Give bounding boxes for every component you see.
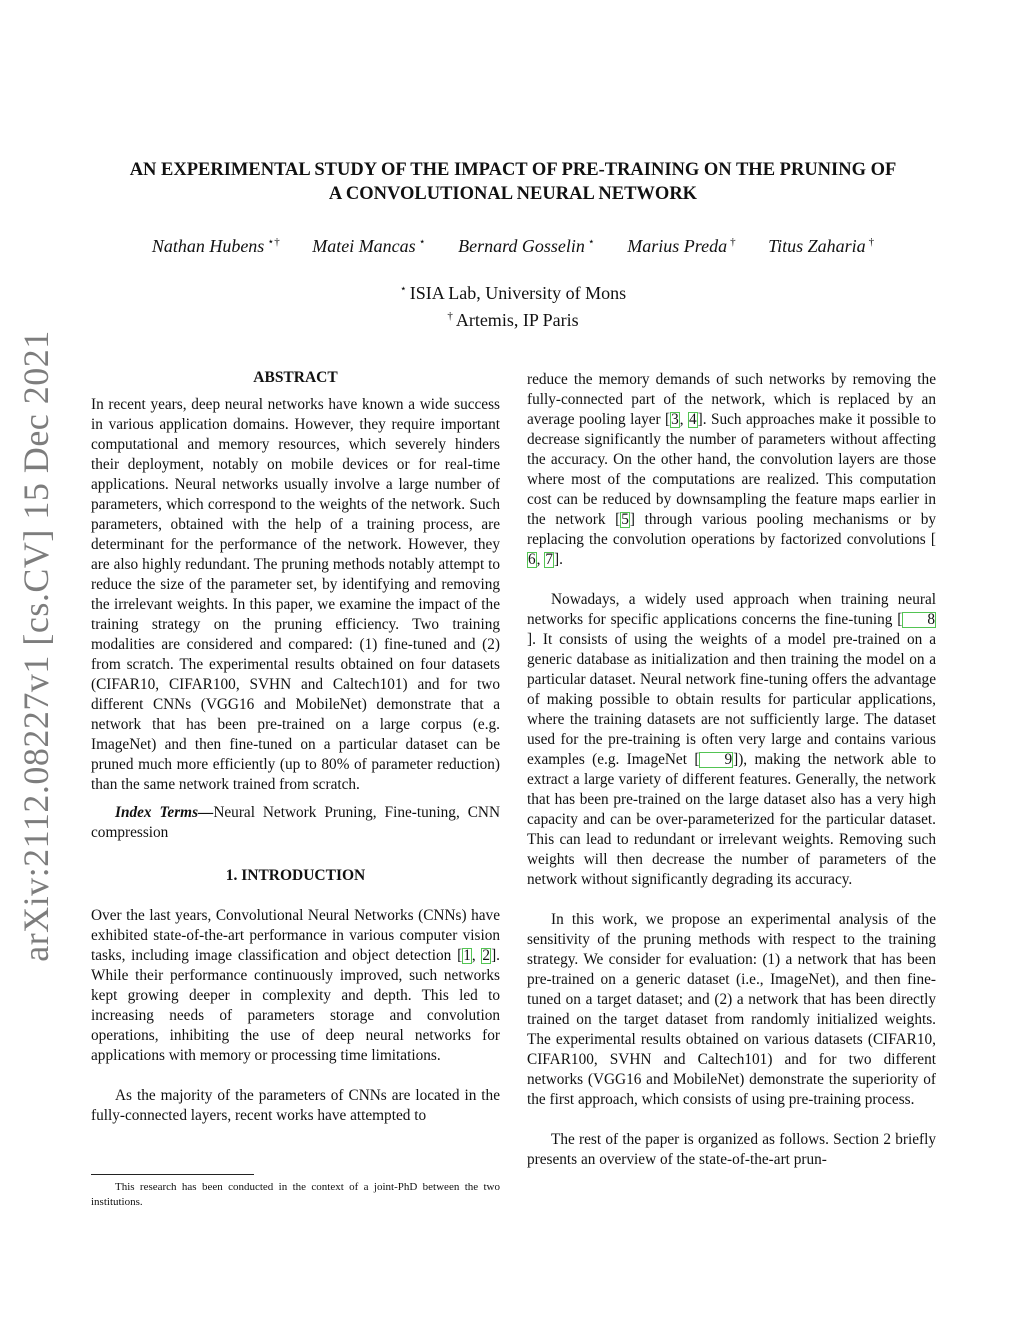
author-name: Matei Mancas xyxy=(312,236,416,256)
paper-title xyxy=(90,158,936,206)
citation-link-7[interactable]: 7 xyxy=(545,551,553,568)
citation-group xyxy=(462,947,491,964)
footnote: This research has been conducted in the context of a joint-PhD between the two institutions. xyxy=(91,1181,500,1208)
author-name: Marius Preda xyxy=(627,236,728,256)
affiliation-mark: ⋆ xyxy=(399,283,407,295)
author-name: Titus Zaharia xyxy=(768,236,866,256)
paper-title-line-2: A CONVOLUTIONAL NEURAL NETWORK xyxy=(328,184,698,204)
intro-paragraph-6: The rest of the paper is organized as follows. Section 2 briefly presents an overview of the state-of-the-art prun- xyxy=(527,1131,936,1168)
left-column xyxy=(91,368,500,1126)
intro-paragraph-5: In this work, we propose an experimental analysis of the sensitivity of the pruning methods with respect to the training strategy. We consider for evaluation: (1) a network that has been pre-trained on a generic dataset (i.e., ImageNet), and then fine-tuned on a target dataset; and (2) a network that has been directly trained on the target dataset from randomly initialized weights. The experimental results obtained on various datasets (CIFAR10, CIFAR100, SVHN and Caltech101) and for two different networks (VGG16 and MobileNet) demonstrate the superiority of the first approach, which consists of using pre-training process. xyxy=(527,911,936,1108)
paragraph-text: ]. xyxy=(553,551,563,568)
author-affiliation-mark: ⋆ xyxy=(587,236,595,248)
author-affiliation-mark: † xyxy=(730,236,736,248)
author-1 xyxy=(152,230,280,258)
citation-link-5[interactable]: 5 xyxy=(621,511,629,528)
affiliation-text: ISIA Lab, University of Mons xyxy=(409,283,627,303)
affiliation-text: Artemis, IP Paris xyxy=(455,310,579,330)
citation-separator: , xyxy=(471,947,482,964)
author-name: Bernard Gosselin xyxy=(458,236,585,256)
paragraph-text: Nowadays, a widely used approach when training neural networks for specific applications concerns the fine-tuning [ xyxy=(527,591,936,628)
author-list xyxy=(90,230,936,258)
affiliation-2 xyxy=(90,305,936,332)
paragraph-text: reduce the memory demands of such networks by removing the fully-connected part of the network, which is replaced by an average pooling layer [ xyxy=(527,371,936,428)
right-column xyxy=(527,370,936,1170)
index-terms-text: Neural Network Pruning, Fine-tuning, CNN compression xyxy=(91,804,501,841)
citation-group xyxy=(527,551,554,568)
arxiv-identifier-text: arXiv:2112.08227v1 [cs.CV] 15 Dec 2021 xyxy=(16,330,56,962)
paragraph-text: ] through various pooling mechanisms or by replacing the convolution operations by factorized convolutions [ xyxy=(527,511,937,548)
intro-paragraph-1 xyxy=(91,906,500,1066)
citation-separator: , xyxy=(536,551,545,568)
citation-link-2[interactable]: 2 xyxy=(482,947,491,964)
author-2 xyxy=(312,230,425,258)
paragraph-text: Over the last years, Convolutional Neural Networks (CNNs) have exhibited state-of-the-art performance in various computer vision tasks, including image classification and object detection [ xyxy=(91,907,500,964)
author-affiliation-mark: ⋆ xyxy=(418,236,426,248)
abstract-text: In recent years, deep neural networks have known a wide success in various application domains. However, they require important computational and memory resources, which severely hinders their deployment, notably on mobile devices or for real-time applications. Neural networks usually involve a large number of parameters, which correspond to the weights of the network. Such parameters, obtained with the help of a training process, are determinant for the performance of the network. However, they are also highly redundant. The pruning methods notably attempt to reduce the size of the parameter set, by identifying and removing the irrelevant weights. In this paper, we examine the impact of the training strategy on the pruning efficiency. Two training modalities are considered and compared: (1) fine-tuned and (2) from scratch. The experimental results obtained on four datasets (CIFAR10, CIFAR100, SVHN and Caltech101) and for two different CNNs (VGG16 and MobileNet) demonstrate that a network that has been pre-trained on a large corpus (e.g. ImageNet) and then fine-tuned on a particular dataset can be pruned much more efficiently (up to 80% of parameter reduction) than the same network trained from scratch. xyxy=(91,396,500,793)
paragraph-text: ]. It consists of using the weights of a model pre-trained on a generic database as initialization and then training the model on a particular dataset. Neural network fine-tuning offers the advantage of making possible to obtain results for particular applications, where the training datasets are not sufficiently large. The dataset used for the pre-training is often very large and contains various examples (e.g. ImageNet [ xyxy=(527,631,936,768)
citation-link-1[interactable]: 1 xyxy=(463,947,471,964)
affiliation-1 xyxy=(90,278,936,305)
abstract-heading: ABSTRACT xyxy=(253,369,338,386)
affiliation-mark: † xyxy=(447,310,453,322)
author-affiliation-mark: ⋆† xyxy=(267,236,280,248)
author-4 xyxy=(627,230,735,258)
citation-link-3[interactable]: 3 xyxy=(671,411,679,428)
paper-title-line-1: AN EXPERIMENTAL STUDY OF THE IMPACT OF PRE-TRAINING ON THE PRUNING OF xyxy=(129,160,897,180)
affiliation-list xyxy=(90,278,936,332)
citation-link-9[interactable]: 9 xyxy=(699,752,733,768)
footnote-divider xyxy=(91,1174,254,1175)
index-terms xyxy=(91,803,500,843)
author-5 xyxy=(768,230,874,258)
author-name: Nathan Hubens xyxy=(151,236,265,256)
intro-paragraph-4 xyxy=(527,590,936,890)
citation-link-8[interactable]: 8 xyxy=(902,612,936,628)
author-3 xyxy=(458,230,595,258)
citation-link-4[interactable]: 4 xyxy=(689,411,697,428)
paragraph-text: ]), making the network able to extract a large variety of different features. Generally, the network that has been pre-trained on the large dataset also has a very high capacity and can be over-parameterized for the particular dataset. This can lead to redundant or irrelevant weights. Removing such weights will then decrease the number of parameters of the network without significantly degrading its accuracy. xyxy=(527,751,936,888)
arxiv-identifier xyxy=(10,330,62,962)
author-affiliation-mark: † xyxy=(868,236,875,248)
citation-group xyxy=(670,411,698,428)
citation-separator: , xyxy=(679,411,689,428)
intro-paragraph-3 xyxy=(527,370,936,570)
introduction-heading: 1. INTRODUCTION xyxy=(225,867,366,884)
index-terms-label: Index Terms— xyxy=(115,804,214,821)
intro-paragraph-2: As the majority of the parameters of CNNs are located in the fully-connected layers, recent works have attempted to xyxy=(91,1087,500,1124)
paragraph-text: ]. Such approaches make it possible to decrease significantly the number of parameters without affecting the accuracy. On the other hand, the convolution layers are those where most of the computations are realized. This computation cost can be reduced by downsampling the feature maps earlier in the network [ xyxy=(527,411,936,528)
citation-link-6[interactable]: 6 xyxy=(528,551,536,568)
paragraph-text: ]. While their performance continuously improved, such networks kept growing deeper in complexity and depth. This led to increasing needs of parameters storage and convolution operations, inhibiting the use of deep neural networks for applications with memory or processing time limitations. xyxy=(91,947,500,1064)
